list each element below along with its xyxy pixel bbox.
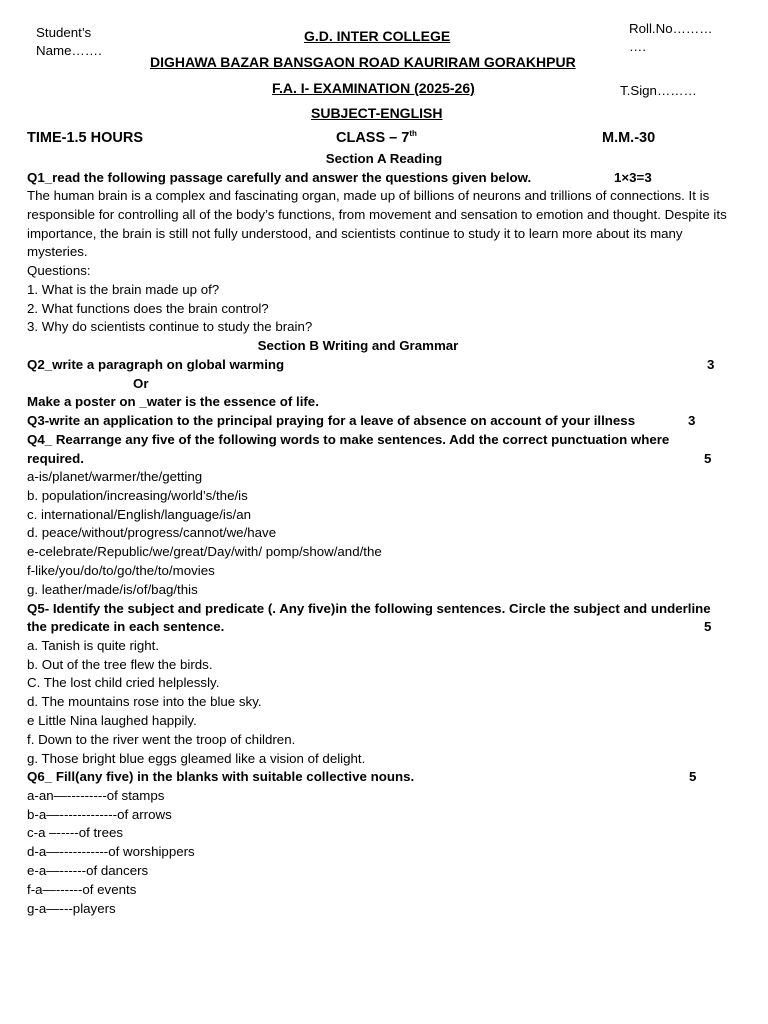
- q5-item: C. The lost child cried helplessly.: [27, 675, 220, 690]
- time-label: TIME-1.5 HOURS: [27, 130, 144, 146]
- q2-marks: 3: [707, 357, 715, 372]
- question-item: 1. What is the brain made up of?: [27, 282, 220, 297]
- or-label: Or: [133, 376, 149, 391]
- q6-heading: Q6_ Fill(any five) in the blanks with suitable collective nouns.: [27, 769, 415, 784]
- student-name-label: [36, 24, 102, 60]
- exam-title: F.A. I- EXAMINATION (2025-26): [272, 80, 475, 96]
- q1-marks: 1×3=3: [614, 170, 652, 185]
- reading-passage: The human brain is a complex and fascinating organ, made up of billions of neurons and trillions of connections. It is responsible for controlling all of the body’s functions, from movement and sensation to emotion and thought. Despite its importance, the brain is still not fully understood, and scientists continue to study it to learn more about its many mysteries.: [27, 188, 727, 260]
- q6-item: e-a—------of dancers: [27, 863, 149, 878]
- question-item: 3. Why do scientists continue to study the brain?: [27, 319, 313, 334]
- student-name-line-2: Name…….: [36, 43, 102, 58]
- roll-no-line-1: Roll.No………: [629, 21, 713, 36]
- q5-heading-line-1: Q5- Identify the subject and predicate (. Any five)in the following sentences. Circle the subject and underline: [27, 601, 711, 616]
- q6-marks: 5: [689, 769, 697, 784]
- q3-marks: 3: [688, 413, 696, 428]
- q4-item: e-celebrate/Republic/we/great/Day/with/ pomp/show/and/the: [27, 544, 382, 559]
- college-address: DIGHAWA BAZAR BANSGAON ROAD KAURIRAM GORAKHPUR: [150, 54, 576, 70]
- q1-heading: Q1_read the following passage carefully and answer the questions given below.: [27, 170, 532, 185]
- subject-title: SUBJECT-ENGLISH: [311, 105, 443, 121]
- q5-item: a. Tanish is quite right.: [27, 638, 160, 653]
- q4-item: d. peace/without/progress/cannot/we/have: [27, 525, 277, 540]
- question-item: 2. What functions does the brain control?: [27, 301, 269, 316]
- questions-label: Questions:: [27, 263, 91, 278]
- q3-heading: Q3-write an application to the principal praying for a leave of absence on account of your illness: [27, 413, 636, 428]
- q4-marks: 5: [704, 451, 712, 466]
- roll-no-label: [629, 20, 713, 56]
- q5-marks: 5: [704, 619, 712, 634]
- roll-no-line-2: ….: [629, 39, 646, 54]
- q5-item: d. The mountains rose into the blue sky.: [27, 694, 262, 709]
- student-name-line-1: Student’s: [36, 25, 92, 40]
- q5-item: e Little Nina laughed happily.: [27, 713, 197, 728]
- q6-item: a-an—---------of stamps: [27, 788, 165, 803]
- class-superscript: th: [409, 129, 417, 139]
- q5-item: f. Down to the river went the troop of children.: [27, 732, 296, 747]
- q6-item: c-a –-----of trees: [27, 825, 124, 840]
- q4-item: b. population/increasing/world’s/the/is: [27, 488, 248, 503]
- q4-item: a-is/planet/warmer/the/getting: [27, 469, 203, 484]
- q5-item: g. Those bright blue eggs gleamed like a vision of delight.: [27, 751, 366, 766]
- q5-item: b. Out of the tree flew the birds.: [27, 657, 213, 672]
- q4-item: c. international/English/language/is/an: [27, 507, 251, 522]
- section-b-title: Section B Writing and Grammar: [257, 338, 459, 353]
- q6-item: g-a—---players: [27, 901, 116, 916]
- q4-heading-line-2: required.: [27, 451, 84, 466]
- q4-item: f-like/you/do/to/go/the/to/movies: [27, 563, 215, 578]
- q4-heading-line-1: Q4_ Rearrange any five of the following words to make sentences. Add the correct punctuation where: [27, 432, 670, 447]
- max-marks-label: M.M.-30: [602, 130, 656, 146]
- q2-heading: Q2_write a paragraph on global warming: [27, 357, 285, 372]
- section-a-title: Section A Reading: [325, 151, 443, 166]
- college-name: G.D. INTER COLLEGE: [304, 28, 451, 44]
- teacher-sign-label: T.Sign………: [620, 83, 697, 98]
- q6-item: f-a—------of events: [27, 882, 137, 897]
- q6-item: b-a—-------------of arrows: [27, 807, 172, 822]
- class-label: [336, 130, 417, 146]
- class-text: CLASS – 7: [336, 130, 410, 146]
- q5-heading-line-2: the predicate in each sentence.: [27, 619, 225, 634]
- poster-task: Make a poster on _water is the essence of life.: [27, 394, 319, 409]
- q6-item: d-a—-----------of worshippers: [27, 844, 195, 859]
- q4-item: g. leather/made/is/of/bag/this: [27, 582, 198, 597]
